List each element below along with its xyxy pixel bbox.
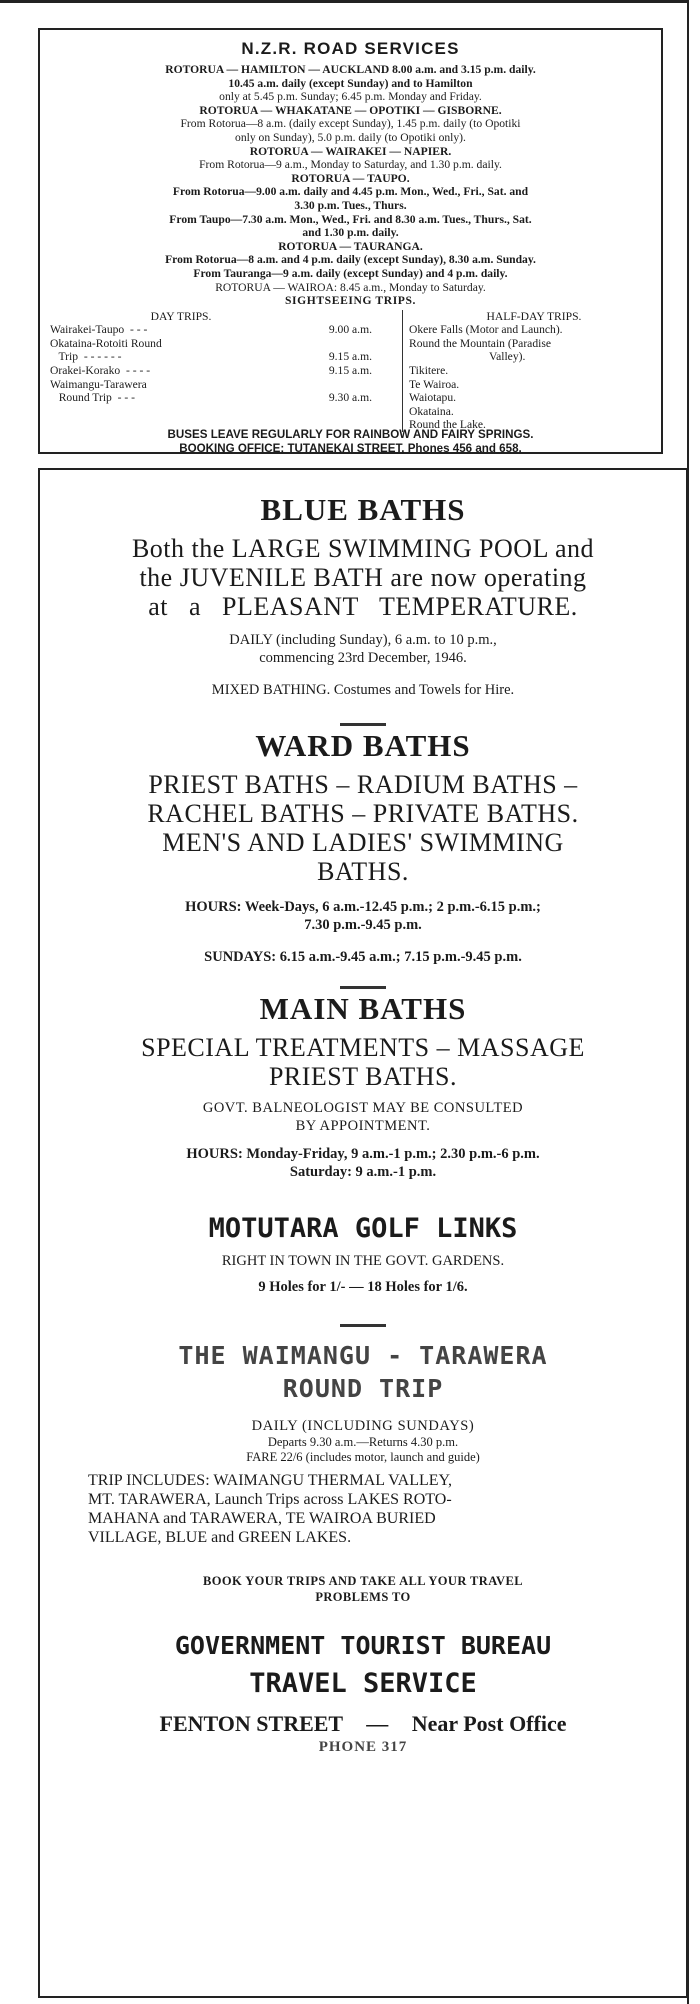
- day-trip-time: 9.15 a.m.: [328, 364, 372, 378]
- half-day-trip: Round the Mountain (Paradise: [409, 336, 552, 350]
- day-trip: [50, 378, 372, 392]
- half-day-trip: Okere Falls (Motor and Launch).: [409, 323, 563, 337]
- nzr-line: From Rotorua—8 a.m. (daily except Sunday), 1.45 p.m. daily (to Opotiki: [180, 117, 521, 131]
- ward-baths-hours: HOURS: Week-Days, 6 a.m.-12.45 p.m.; 2 p.m.-6.15 p.m.;: [185, 899, 541, 915]
- day-trip-time: 9.30 a.m.: [328, 391, 372, 405]
- nzr-line: ROTORUA — TAUPO.: [291, 171, 410, 185]
- nzr-line: and 1.30 p.m. daily.: [302, 226, 399, 240]
- nzr-line: ROTORUA — HAMILTON — AUCKLAND 8.00 a.m. and 3.15 p.m. daily.: [165, 63, 536, 76]
- nzr-line: From Tauranga—9 a.m. daily (except Sunday) and 4 p.m. daily.: [193, 266, 508, 280]
- day-trip-name: Orakei-Korako - - - -: [50, 364, 151, 378]
- nzr-line: From Rotorua—8 a.m. and 4 p.m. daily (except Sunday), 8.30 a.m. Sunday.: [165, 253, 536, 267]
- day-trip: [50, 364, 372, 378]
- nzr-line: ROTORUA — WHAKATANE — OPOTIKI — GISBORNE.: [199, 103, 502, 117]
- half-day-trip: Waiotapu.: [409, 391, 457, 405]
- day-trip-name: Round Trip - - -: [50, 391, 136, 405]
- divider: [340, 723, 386, 726]
- day-trip-name: Trip - - - - - -: [50, 350, 122, 364]
- waimangu-includes: MT. TARAWERA, Launch Trips across LAKES ROTO-: [88, 1491, 452, 1508]
- bureau-name: GOVERNMENT TOURIST BUREAU: [174, 1631, 552, 1660]
- blue-baths-line: the JUVENILE BATH are now operating: [139, 563, 587, 592]
- bureau-dash: —: [366, 1711, 389, 1736]
- nzr-footer-booking: BOOKING OFFICE: TUTANEKAI STREET, Phones 456 and 658.: [179, 441, 522, 455]
- waimangu-title: ROUND TRIP: [282, 1374, 444, 1403]
- day-trip-name: Okataina-Rotoiti Round: [50, 336, 162, 350]
- bureau-name: TRAVEL SERVICE: [249, 1668, 477, 1699]
- nzr-line: ROTORUA — TAURANGA.: [278, 239, 423, 253]
- ward-baths-line: RACHEL BATHS – PRIVATE BATHS.: [147, 799, 579, 828]
- nzr-line: 3.30 p.m. Tues., Thurs.: [294, 198, 407, 212]
- waimangu-daily: DAILY (INCLUDING SUNDAYS): [251, 1418, 475, 1434]
- half-day-trip: Okataina.: [409, 404, 454, 418]
- tourist-bureau-ad: [38, 468, 688, 1998]
- day-trip: [50, 323, 372, 337]
- bureau-phone: PHONE 317: [318, 1739, 408, 1755]
- half-day-trip: Valley).: [489, 350, 526, 364]
- day-trip-name: Waimangu-Tarawera: [50, 377, 147, 391]
- day-trip: [50, 337, 372, 351]
- main-baths-govt: GOVT. BALNEOLOGIST MAY BE CONSULTED: [202, 1100, 524, 1116]
- day-trip: [50, 350, 372, 364]
- day-trip: [50, 391, 372, 405]
- day-trip-time: 9.15 a.m.: [328, 350, 372, 364]
- nzr-line: ROTORUA — WAIRAKEI — NAPIER.: [249, 144, 452, 158]
- ward-baths-line: BATHS.: [317, 857, 409, 886]
- nzr-line: 10.45 a.m. daily (except Sunday) and to Hamilton: [228, 76, 473, 90]
- day-trip-time: 9.00 a.m.: [328, 323, 372, 337]
- ward-baths-hours: 7.30 p.m.-9.45 p.m.: [304, 917, 422, 933]
- nzr-title: N.Z.R. ROAD SERVICES: [241, 39, 460, 58]
- blue-baths-line: Both the LARGE SWIMMING POOL and: [131, 534, 595, 563]
- bureau-near: Near Post Office: [411, 1711, 567, 1736]
- day-trips-column: [50, 310, 372, 405]
- half-day-trip: Tikitere.: [409, 364, 449, 378]
- top-rule: [0, 0, 687, 3]
- day-trip-name: Wairakei-Taupo - - -: [50, 323, 148, 337]
- blue-baths-title: BLUE BATHS: [260, 492, 466, 527]
- waimangu-includes: TRIP INCLUDES: WAIMANGU THERMAL VALLEY,: [88, 1472, 453, 1489]
- sightseeing-trips: [40, 309, 661, 432]
- main-baths-title: MAIN BATHS: [259, 991, 467, 1026]
- waimangu-fare: FARE 22/6 (includes motor, launch and guide): [246, 1450, 480, 1464]
- blue-baths-hours: commencing 23rd December, 1946.: [259, 650, 467, 666]
- blue-baths-line: at a PLEASANT TEMPERATURE.: [148, 592, 578, 621]
- ward-baths-line: PRIEST BATHS – RADIUM BATHS –: [148, 770, 578, 799]
- half-day-trip: Te Wairoa.: [409, 377, 460, 391]
- main-baths-line: PRIEST BATHS.: [268, 1062, 458, 1091]
- waimangu-title: THE WAIMANGU - TARAWERA: [178, 1341, 548, 1370]
- nzr-line: only on Sunday), 5.0 p.m. daily (to Opotiki only).: [235, 130, 466, 144]
- nzr-footer-buses: BUSES LEAVE REGULARLY FOR RAINBOW AND FAIRY SPRINGS.: [167, 427, 534, 441]
- bureau-street: FENTON STREET: [159, 1711, 343, 1736]
- day-trips-title: DAY TRIPS.: [150, 309, 212, 323]
- nzr-line: only at 5.45 p.m. Sunday; 6.45 p.m. Monday and Friday.: [219, 90, 482, 104]
- half-day-trip: Round the Lake.: [409, 418, 486, 432]
- ward-baths-sundays: SUNDAYS: 6.15 a.m.-9.45 a.m.; 7.15 p.m.-9.45 p.m.: [204, 949, 522, 965]
- nzr-road-services-ad: [38, 28, 663, 454]
- nzr-line: ROTORUA — WAIROA: 8.45 a.m., Monday to Saturday.: [215, 280, 486, 294]
- nzr-line: From Rotorua—9.00 a.m. daily and 4.45 p.m. Mon., Wed., Fri., Sat. and: [172, 185, 529, 199]
- ward-baths-line: MEN'S AND LADIES' SWIMMING: [162, 828, 564, 857]
- half-day-trips-title: HALF-DAY TRIPS.: [486, 309, 582, 323]
- blue-baths-mixed: MIXED BATHING. Costumes and Towels for Hire.: [211, 682, 515, 698]
- half-day-trips-column: [402, 310, 659, 432]
- waimangu-includes: MAHANA and TARAWERA, TE WAIROA BURIED: [88, 1510, 436, 1527]
- divider: [340, 986, 386, 989]
- waimangu-includes: VILLAGE, BLUE and GREEN LAKES.: [88, 1529, 352, 1546]
- main-baths-govt: BY APPOINTMENT.: [295, 1118, 431, 1134]
- bureau-book: BOOK YOUR TRIPS AND TAKE ALL YOUR TRAVEL: [203, 1574, 523, 1588]
- golf-line: RIGHT IN TOWN IN THE GOVT. GARDENS.: [221, 1253, 505, 1269]
- nzr-line: From Rotorua—9 a.m., Monday to Saturday, and 1.30 p.m. daily.: [199, 158, 502, 172]
- divider: [340, 1324, 386, 1327]
- ward-baths-title: WARD BATHS: [255, 728, 471, 763]
- bureau-book: PROBLEMS TO: [315, 1590, 411, 1604]
- golf-line: 9 Holes for 1/- — 18 Holes for 1/6.: [258, 1279, 468, 1295]
- main-baths-hours: HOURS: Monday-Friday, 9 a.m.-1 p.m.; 2.30 p.m.-6 p.m.: [186, 1146, 540, 1162]
- nzr-line: From Taupo—7.30 a.m. Mon., Wed., Fri. and 8.30 a.m. Tues., Thurs., Sat.: [169, 212, 532, 226]
- waimangu-departs: Departs 9.30 a.m.—Returns 4.30 p.m.: [267, 1435, 459, 1449]
- bureau-address: [40, 1711, 686, 1737]
- golf-title: MOTUTARA GOLF LINKS: [208, 1213, 518, 1244]
- main-baths-hours: Saturday: 9 a.m.-1 p.m.: [289, 1164, 437, 1180]
- main-baths-line: SPECIAL TREATMENTS – MASSAGE: [141, 1033, 585, 1062]
- blue-baths-hours: DAILY (including Sunday), 6 a.m. to 10 p.m.,: [229, 632, 497, 648]
- sightseeing-title: SIGHTSEEING TRIPS.: [284, 294, 417, 308]
